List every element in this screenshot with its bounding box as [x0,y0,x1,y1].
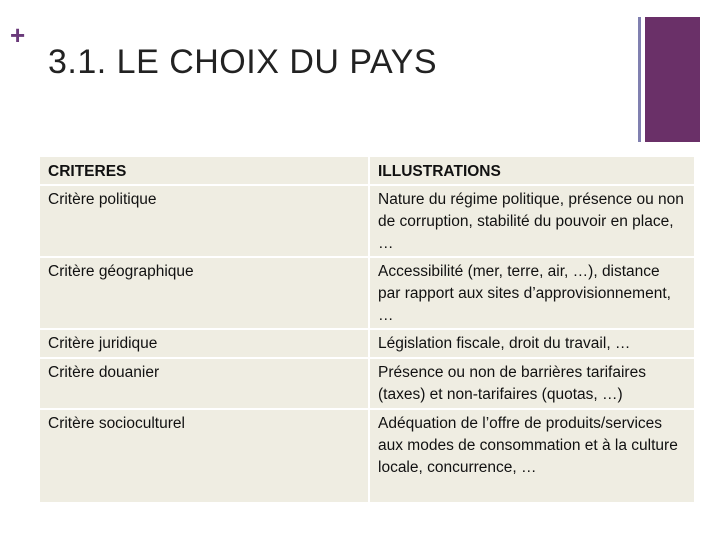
decorative-bar [645,17,700,142]
illustration-cell: Nature du régime politique, présence ou non de corruption, stabilité du pouvoir en place, … [369,185,695,257]
criterion-cell: Critère géographique [39,257,369,329]
decorative-line [638,17,641,142]
table-header-row [39,156,695,185]
illustration-cell: Adéquation de l’offre de produits/services aux modes de consommation et à la culture locale, concurrence, … [369,409,695,503]
table-row [39,185,695,257]
criteria-table [38,155,696,504]
illustration-cell: Présence ou non de barrières tarifaires (taxes) et non-tarifaires (quotas, …) [369,358,695,409]
table-row [39,409,695,503]
table-row [39,358,695,409]
criterion-cell: Critère politique [39,185,369,257]
criterion-cell: Critère juridique [39,329,369,358]
header-criteres: CRITERES [39,156,369,185]
table-row [39,329,695,358]
header-illustrations: ILLUSTRATIONS [369,156,695,185]
illustration-cell: Accessibilité (mer, terre, air, …), distance par rapport aux sites d’approvisionnement, … [369,257,695,329]
criterion-cell: Critère douanier [39,358,369,409]
criterion-cell: Critère socioculturel [39,409,369,503]
plus-icon: + [10,20,26,50]
slide-title: 3.1. LE CHOIX DU PAYS [48,43,438,81]
table-row [39,257,695,329]
illustration-cell: Législation fiscale, droit du travail, … [369,329,695,358]
